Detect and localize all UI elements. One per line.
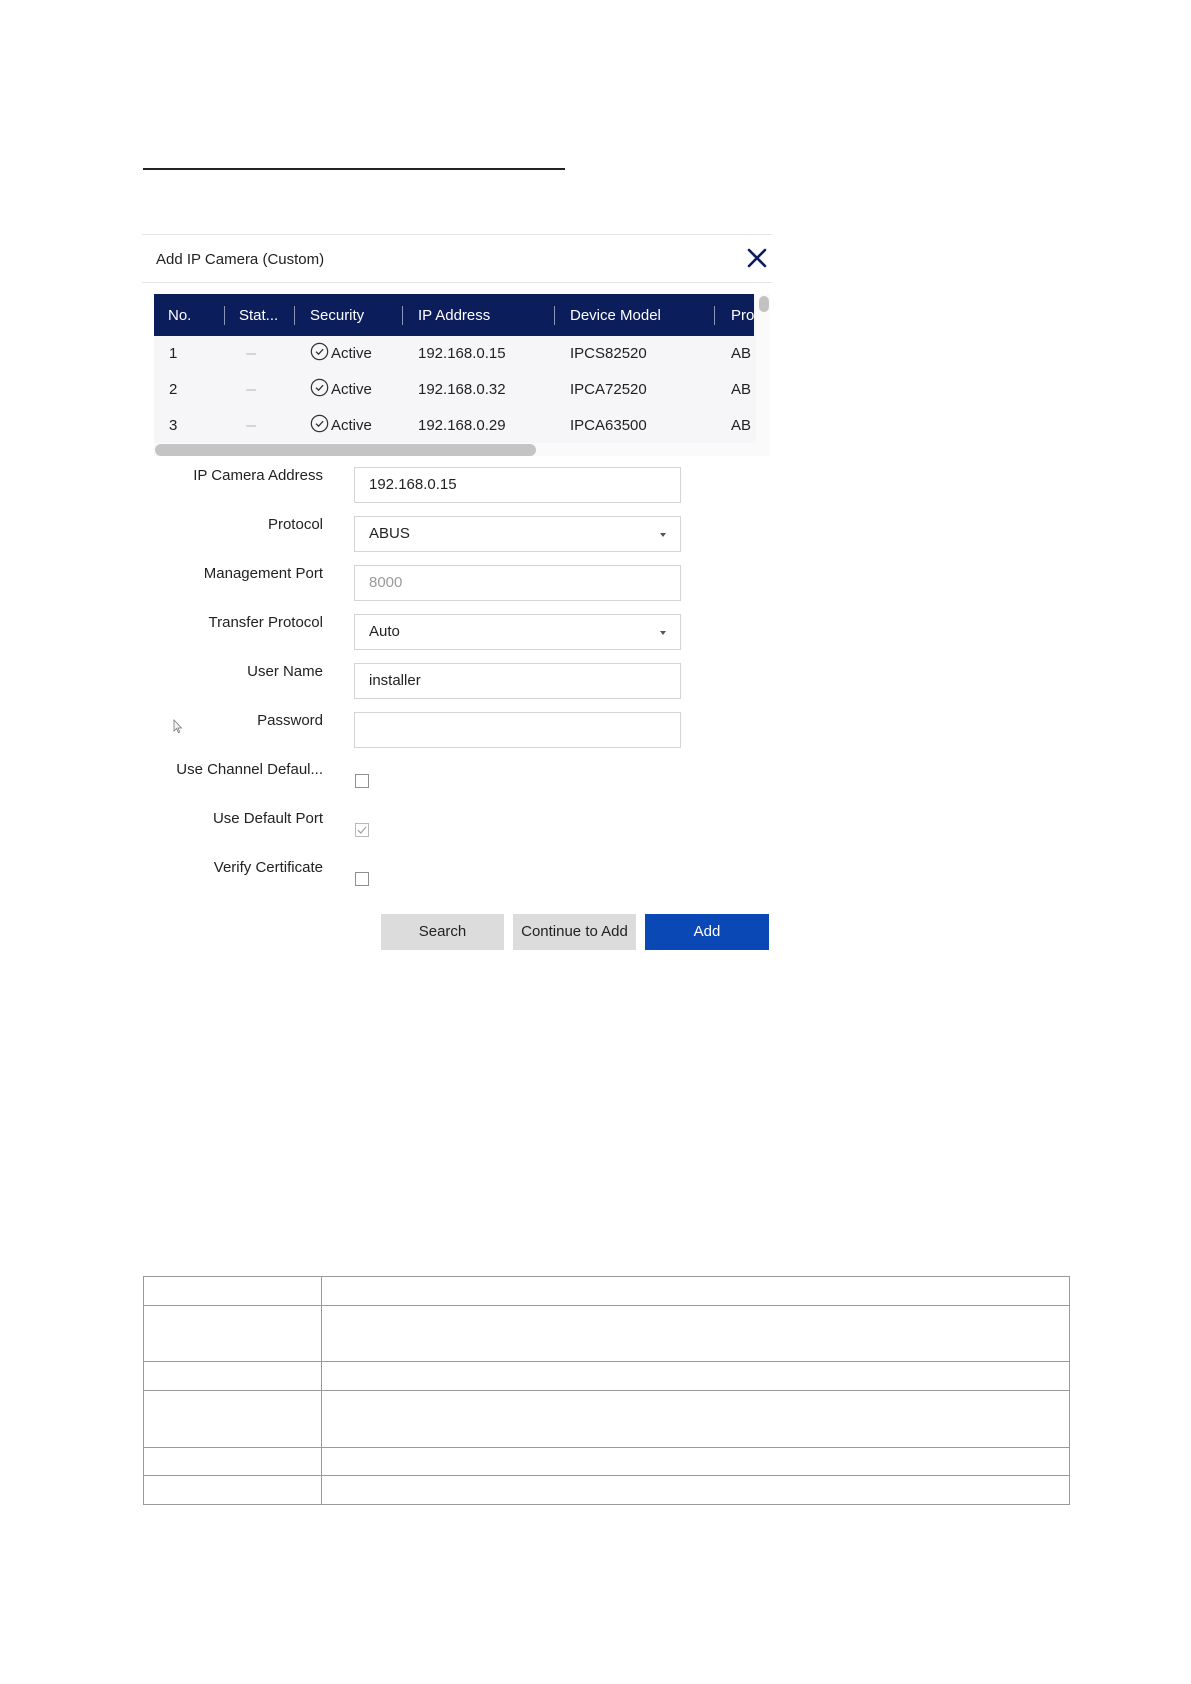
vertical-scrollbar[interactable] [756,294,770,456]
row-number: 2 [169,381,178,398]
table-row [144,1306,1070,1362]
table-row [144,1448,1070,1476]
table-row [144,1391,1070,1448]
ip-address-cell: 192.168.0.15 [418,345,506,362]
table-row[interactable] [154,408,754,444]
check-icon [356,824,368,836]
device-model-cell: IPCS82520 [570,345,647,362]
table-cell [322,1391,1070,1448]
protocol-label-wrap [142,516,323,536]
protocol-cell: AB [731,417,752,434]
row-number: 3 [169,417,178,434]
column-divider [554,306,555,325]
column-status[interactable]: Stat... [239,307,279,324]
check-circle-icon [310,378,329,397]
horizontal-scrollbar[interactable] [154,443,770,456]
transfer-protocol-value: Auto [369,623,400,640]
verify-certificate-checkbox[interactable] [355,872,369,886]
table-cell [144,1448,322,1476]
protocol-value: ABUS [369,525,410,542]
device-model-cell: IPCA63500 [570,417,647,434]
status-dash [246,425,256,427]
device-model-cell: IPCA72520 [570,381,647,398]
chevron-down-icon [660,533,666,537]
use-default-port-label: Use Default Port [212,810,323,827]
security-status: Active [331,345,372,362]
top-rule [143,168,565,170]
vertical-scroll-thumb[interactable] [759,296,769,312]
ip-camera-address-label: IP Camera Address [193,467,323,484]
transfer-protocol-label: Transfer Protocol [208,614,323,631]
add-button[interactable]: Add [645,914,769,950]
table-cell [144,1476,322,1505]
use-channel-default-checkbox[interactable] [355,774,369,788]
management-port-input: 8000 [354,565,681,601]
search-button[interactable]: Search [381,914,504,950]
protocol-label: Protocol [267,516,323,533]
table-cell [144,1362,322,1391]
table-row [144,1362,1070,1391]
user-name-label: User Name [247,663,323,680]
camera-table [154,294,770,456]
table-row [144,1476,1070,1505]
table-row [144,1277,1070,1306]
verify-cert-label-wrap [142,859,323,879]
chevron-down-icon [660,631,666,635]
column-security[interactable]: Security [310,307,365,324]
password-label-wrap [142,712,323,732]
add-ip-camera-dialog [142,234,772,960]
check-circle-icon [310,414,329,433]
table-cell [322,1476,1070,1505]
protocol-cell: AB [731,381,752,398]
password-label: Password [257,712,323,729]
continue-to-add-button[interactable]: Continue to Add [513,914,636,950]
ip-camera-address-input[interactable]: 192.168.0.15 [354,467,681,503]
column-divider [294,306,295,325]
empty-table [143,1276,1070,1505]
table-cell [322,1448,1070,1476]
table-cell [322,1306,1070,1362]
status-dash [246,389,256,391]
title-divider [142,282,772,283]
check-circle-icon [310,342,329,361]
management-port-label: Management Port [203,565,323,582]
column-device-model[interactable]: Device Model [570,307,661,324]
password-input[interactable] [354,712,681,748]
table-cell [144,1277,322,1306]
transfer-protocol-select[interactable] [354,614,681,650]
column-no[interactable]: No. [168,307,192,324]
security-status: Active [331,381,372,398]
status-dash [246,353,256,355]
table-cell [322,1277,1070,1306]
horizontal-scroll-thumb[interactable] [155,444,536,456]
column-divider [224,306,225,325]
verify-certificate-label: Verify Certificate [213,859,323,876]
use-default-port-checkbox[interactable] [355,823,369,837]
dialog-title: Add IP Camera (Custom) [156,251,325,268]
close-icon[interactable] [745,246,769,270]
row-number: 1 [169,345,178,362]
mgmt-port-label-wrap [142,565,323,585]
user-name-input[interactable]: installer [354,663,681,699]
column-ip-address[interactable]: IP Address [418,307,491,324]
ip-address-cell: 192.168.0.29 [418,417,506,434]
table-row[interactable] [154,372,754,408]
protocol-select[interactable] [354,516,681,552]
use-channel-default-label: Use Channel Defaul... [176,761,323,778]
channel-default-label-wrap [142,761,323,781]
table-cell [144,1306,322,1362]
default-port-label-wrap [142,810,323,830]
table-row[interactable] [154,336,754,372]
transfer-label-wrap [142,614,323,634]
table-cell [322,1362,1070,1391]
column-divider [402,306,403,325]
column-divider [714,306,715,325]
user-label-wrap [142,663,323,683]
table-header [154,294,754,336]
mouse-pointer-icon [173,719,183,735]
column-protocol[interactable]: Pro [731,307,755,324]
security-status: Active [331,417,372,434]
ip-address-cell: 192.168.0.32 [418,381,506,398]
table-cell [144,1391,322,1448]
protocol-cell: AB [731,345,752,362]
ip-address-label-wrap [142,467,323,487]
